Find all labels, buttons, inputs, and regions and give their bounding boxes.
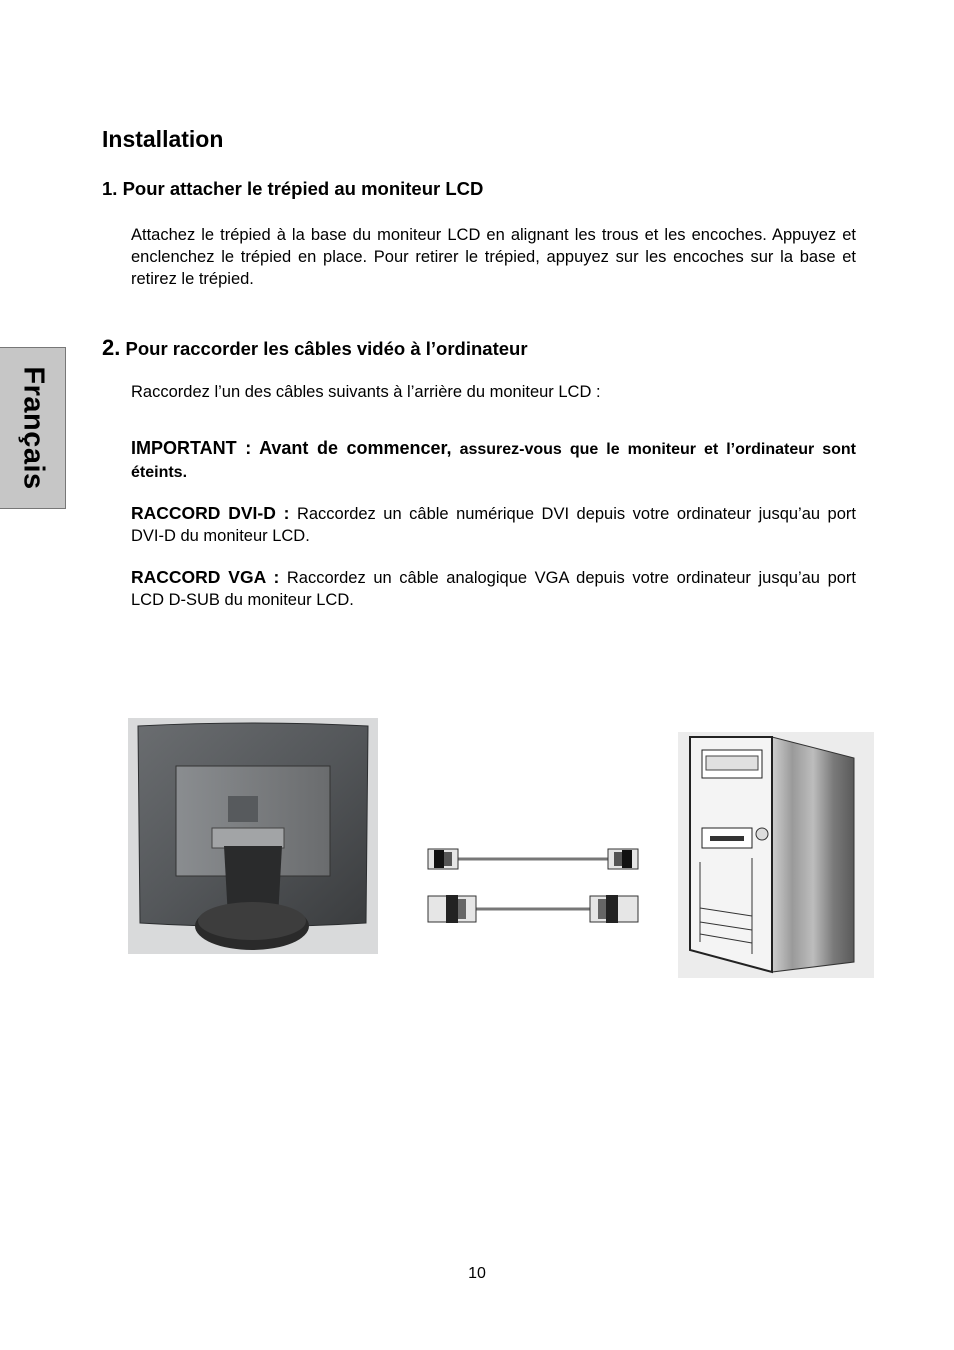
section-2-heading <box>102 335 528 361</box>
dvi-text: Raccordez un câble numérique DVI depuis votre ordinateur jusqu’au port DVI-D du moniteur LCD. <box>131 505 856 545</box>
language-tab <box>0 347 66 509</box>
dvi-connector-right-icon <box>608 849 638 869</box>
vga-instruction <box>131 566 856 611</box>
dvi-label: RACCORD DVI-D : <box>131 503 290 523</box>
dvi-connector-left-icon <box>428 849 458 869</box>
important-lead: IMPORTANT : Avant de commencer, <box>131 438 452 458</box>
dvi-instruction <box>131 502 856 547</box>
page-title: Installation <box>102 126 224 152</box>
section-2-intro: Raccordez l’un des câbles suivants à l’arrière du moniteur LCD : <box>131 383 601 401</box>
vga-text: Raccordez un câble analogique VGA depuis votre ordinateur jusqu’au port LCD D-SUB du moniteur LCD. <box>131 569 857 609</box>
section-1-heading: 1. Pour attacher le trépied au moniteur LCD <box>102 178 484 199</box>
vga-connector-right-icon <box>590 895 638 923</box>
language-tab-label: Français <box>17 366 49 490</box>
vga-label: RACCORD VGA : <box>131 567 280 587</box>
section-2-number: 2. <box>102 335 121 360</box>
section-2-title: Pour raccorder les câbles vidéo à l’ordinateur <box>125 338 528 359</box>
important-note <box>131 437 856 484</box>
vga-connector-left-icon <box>428 895 476 923</box>
page-number: 10 <box>468 1265 486 1282</box>
computer-tower-image <box>678 732 874 978</box>
video-cables-image <box>418 840 646 928</box>
monitor-rear-image <box>128 718 378 954</box>
important-rest: assurez-vous que le moniteur et l’ordinateur sont éteints. <box>131 441 857 481</box>
section-1-text: Attachez le trépied à la base du moniteur LCD en alignant les trous et les encoches. Appuyez et enclenchez le trépied en place. Pour retirer le trépied, appuyez sur les encoches sur la base et retirez le trépied. <box>131 226 856 288</box>
